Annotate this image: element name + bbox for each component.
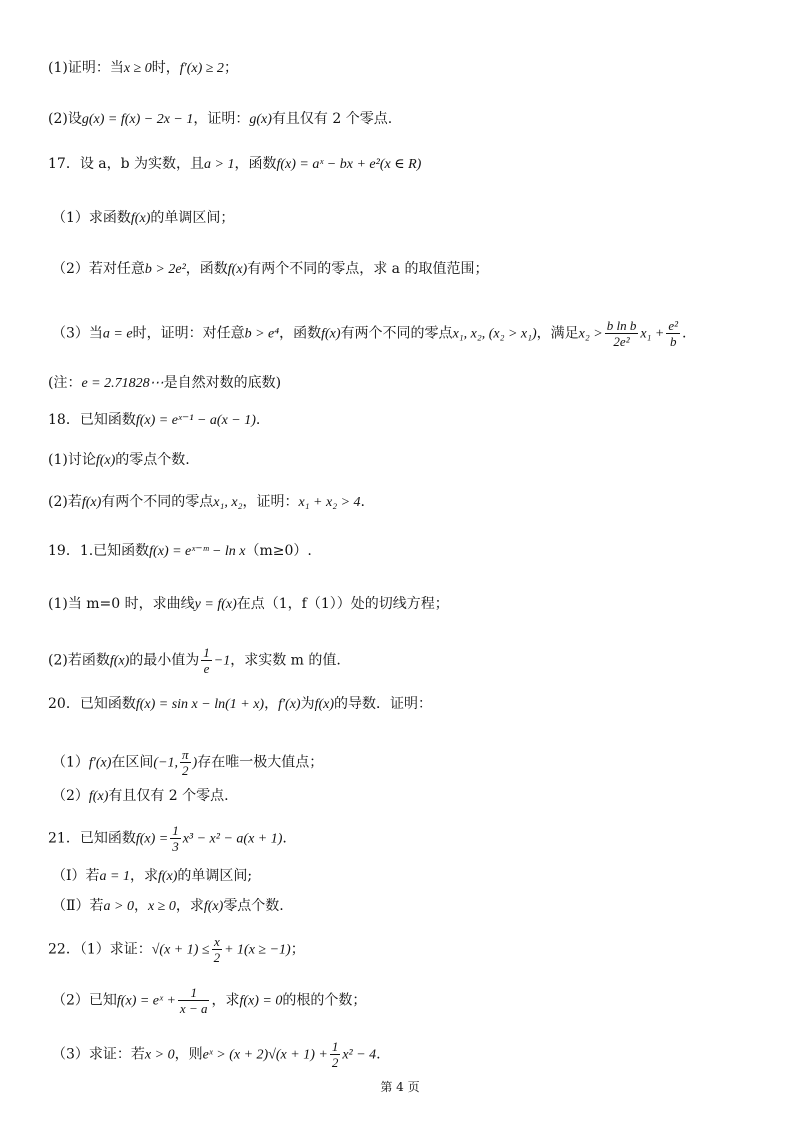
text-run: . xyxy=(682,325,687,342)
text-run: ，证明： xyxy=(193,111,250,127)
fraction xyxy=(666,318,680,349)
text-run: （2） xyxy=(52,788,89,804)
math-expression: f(x) xyxy=(88,789,109,804)
line-15 xyxy=(52,747,323,778)
text-run: 的最小值为 xyxy=(129,652,200,669)
math-expression: eˣ > (x + 2)√(x + 1) + xyxy=(202,1047,328,1063)
math-expression: a > 0 xyxy=(103,899,134,914)
fraction-numerator: b ln b xyxy=(606,318,637,333)
line-9 xyxy=(48,450,190,471)
math-expression: f′(x) xyxy=(88,755,112,771)
text-run: (2)若 xyxy=(48,494,82,510)
fraction xyxy=(178,985,210,1016)
text-run: ， xyxy=(133,898,148,914)
text-run: 存在唯一极大值点； xyxy=(197,754,324,771)
text-run: （2）已知 xyxy=(52,992,117,1009)
math-expression: b > e⁴ xyxy=(244,326,280,342)
text-run: ，函数 xyxy=(279,325,322,342)
text-run: . xyxy=(282,830,287,847)
line-17 xyxy=(48,823,287,854)
text-run: ； xyxy=(223,60,238,76)
fraction-denominator: 2e² xyxy=(613,334,630,349)
fraction-denominator: e xyxy=(203,661,210,676)
text-run: ，求 xyxy=(211,992,240,1009)
math-expression: x₁ + xyxy=(640,326,665,342)
math-expression: −1 xyxy=(213,653,231,669)
fraction-numerator: 1 xyxy=(203,645,210,660)
line-20 xyxy=(48,934,305,965)
fraction-numerator: 1 xyxy=(178,985,210,1001)
text-run: （Ⅱ）若 xyxy=(52,898,104,914)
math-expression: x² − 4 xyxy=(342,1047,377,1063)
math-expression: x₁ + x₂ > 4 xyxy=(298,495,361,510)
text-run: . xyxy=(360,494,365,510)
line-21 xyxy=(52,985,366,1016)
math-expression: g(x) xyxy=(249,112,272,127)
text-run: 时， xyxy=(151,60,180,76)
text-run: (1)证明：当 xyxy=(48,60,124,76)
math-expression: x₂ > xyxy=(578,326,603,342)
line-8 xyxy=(48,410,260,431)
line-22 xyxy=(52,1039,381,1070)
fraction-numerator: 1 xyxy=(172,823,179,838)
text-run: ，求 xyxy=(129,868,158,884)
math-expression: f(x) = eˣ⁻¹ − a(x − 1) xyxy=(135,413,256,428)
line-12 xyxy=(48,594,449,615)
text-run: 的导数．证明： xyxy=(334,696,433,712)
math-expression: x₁, x₂ xyxy=(213,495,243,510)
line-13 xyxy=(48,645,341,676)
text-run: 在区间 xyxy=(111,754,154,771)
text-run: 17．设 a，b 为实数，且 xyxy=(48,156,205,172)
line-18 xyxy=(52,866,252,887)
math-expression: + 1(x ≥ −1) xyxy=(224,942,291,958)
text-run: ，求实数 m 的值. xyxy=(230,652,341,669)
text-run: 有两个不同的零点，求 a 的取值范围； xyxy=(247,261,489,277)
math-expression: b > 2e² xyxy=(144,262,186,277)
text-run: 为 xyxy=(300,696,315,712)
text-run: 的根的个数； xyxy=(282,992,367,1009)
text-run: 20．已知函数 xyxy=(48,696,136,712)
fraction-numerator: e² xyxy=(668,318,679,333)
fraction-numerator: x xyxy=(212,934,223,950)
text-run: （m≥0）. xyxy=(245,543,312,559)
text-run: 在点（1，f（1））处的切线方程； xyxy=(236,596,449,612)
text-run: 是自然对数的底数) xyxy=(163,375,282,391)
text-run: (1)讨论 xyxy=(48,452,96,468)
fraction xyxy=(330,1039,341,1070)
text-run: （1） xyxy=(52,754,89,771)
math-expression: f(x) xyxy=(321,326,341,342)
math-expression: f(x) xyxy=(130,211,151,226)
text-run: 22．（1）求证： xyxy=(48,941,152,958)
math-expression: x ≥ 0 xyxy=(147,899,176,914)
text-run: ，证明： xyxy=(242,494,299,510)
math-expression: x₁, x₂, (x₂ > x₁) xyxy=(452,326,537,342)
text-run: . xyxy=(255,412,261,428)
text-run: 有两个不同的零点 xyxy=(340,325,453,342)
math-expression: a = 1 xyxy=(99,869,130,884)
line-5 xyxy=(52,259,488,280)
line-7 xyxy=(48,373,281,394)
fraction-denominator: x − a xyxy=(179,1001,208,1016)
fraction-denominator: b xyxy=(669,334,677,349)
fraction xyxy=(201,645,212,676)
math-expression: ) xyxy=(192,755,198,771)
text-run: 零点个数. xyxy=(223,898,284,914)
math-expression: x > 0 xyxy=(144,1047,175,1063)
line-6 xyxy=(52,318,686,349)
math-expression: f′(x) xyxy=(278,697,301,712)
text-run: （2）若对任意 xyxy=(52,261,145,277)
text-run: (2)若函数 xyxy=(48,652,110,669)
text-run: ，满足 xyxy=(536,325,579,342)
text-run: 时，证明：对任意 xyxy=(132,325,245,342)
math-expression: f(x) = aˣ − bx + e²(x ∈ R) xyxy=(276,157,422,172)
math-expression: (−1, xyxy=(153,755,179,771)
text-run: ，函数 xyxy=(234,156,277,172)
line-16 xyxy=(52,786,229,807)
text-run: . xyxy=(376,1046,381,1063)
text-run: ，求 xyxy=(175,898,204,914)
text-run: ； xyxy=(290,941,305,958)
math-expression: y = f(x) xyxy=(194,597,237,612)
page-footer: 第 4 页 xyxy=(380,1080,420,1094)
line-4 xyxy=(52,208,234,229)
math-expression: f(x) = xyxy=(135,831,169,847)
text-run: （3）当 xyxy=(52,325,103,342)
math-expression: e = 2.71828⋯ xyxy=(81,376,164,391)
line-10 xyxy=(48,492,365,513)
fraction xyxy=(212,934,223,965)
text-run: (1)当 m=0 时，求曲线 xyxy=(48,596,195,612)
fraction xyxy=(180,747,191,778)
math-expression: √(x + 1) ≤ xyxy=(151,942,210,958)
line-2 xyxy=(48,109,392,130)
fraction-denominator: 3 xyxy=(172,839,179,854)
text-run: 有两个不同的零点 xyxy=(101,494,214,510)
line-3 xyxy=(48,154,421,175)
math-expression: f(x) xyxy=(81,495,102,510)
math-expression: f(x) = eˣ + xyxy=(116,993,176,1009)
fraction-denominator: 2 xyxy=(182,763,189,778)
fraction xyxy=(170,823,181,854)
math-expression: f(x) xyxy=(157,869,178,884)
text-run: 有且仅有 2 个零点. xyxy=(271,111,393,127)
math-expression: f′(x) ≥ 2 xyxy=(179,61,224,76)
text-run: 21．已知函数 xyxy=(48,830,136,847)
math-expression: g(x) = f(x) − 2x − 1 xyxy=(81,112,194,127)
math-expression: f(x) xyxy=(227,262,248,277)
text-run: （1）求函数 xyxy=(52,210,131,226)
text-run: (注： xyxy=(48,375,82,391)
text-run: （3）求证：若 xyxy=(52,1046,145,1063)
line-19 xyxy=(52,896,284,917)
math-expression: x³ − x² − a(x + 1) xyxy=(182,831,283,847)
fraction-denominator: 2 xyxy=(331,1055,339,1070)
line-14 xyxy=(48,694,432,715)
math-expression: f(x) = sin x − ln(1 + x) xyxy=(135,697,265,712)
fraction-denominator: 2 xyxy=(213,950,221,965)
text-run: 的单调区间； xyxy=(150,210,235,226)
fraction-numerator: 1 xyxy=(331,1039,339,1054)
line-1 xyxy=(48,58,238,79)
math-expression: f(x) = 0 xyxy=(239,993,283,1009)
text-run: (2)设 xyxy=(48,111,82,127)
math-expression: f(x) xyxy=(203,899,224,914)
math-expression: a > 1 xyxy=(204,157,235,172)
fraction xyxy=(605,318,639,349)
text-run: （Ⅰ）若 xyxy=(52,868,100,884)
text-run: ，则 xyxy=(174,1046,203,1063)
math-expression: x ≥ 0 xyxy=(123,61,152,76)
math-expression: a = e xyxy=(102,326,133,342)
text-run: ， xyxy=(264,696,279,712)
math-expression: f(x) xyxy=(95,453,116,468)
text-run: 的零点个数. xyxy=(115,452,190,468)
text-run: 的单调区间; xyxy=(177,868,253,884)
math-expression: f(x) = eˣ⁻ᵐ − ln x xyxy=(149,544,246,559)
line-11 xyxy=(48,541,312,562)
text-run: 18．已知函数 xyxy=(48,412,136,428)
text-run: 19．1.已知函数 xyxy=(48,543,150,559)
math-expression: f(x) xyxy=(109,653,130,669)
math-expression: f(x) xyxy=(314,697,335,712)
text-run: 有且仅有 2 个零点. xyxy=(108,788,229,804)
fraction-numerator: π xyxy=(182,747,189,762)
text-run: ，函数 xyxy=(185,261,228,277)
